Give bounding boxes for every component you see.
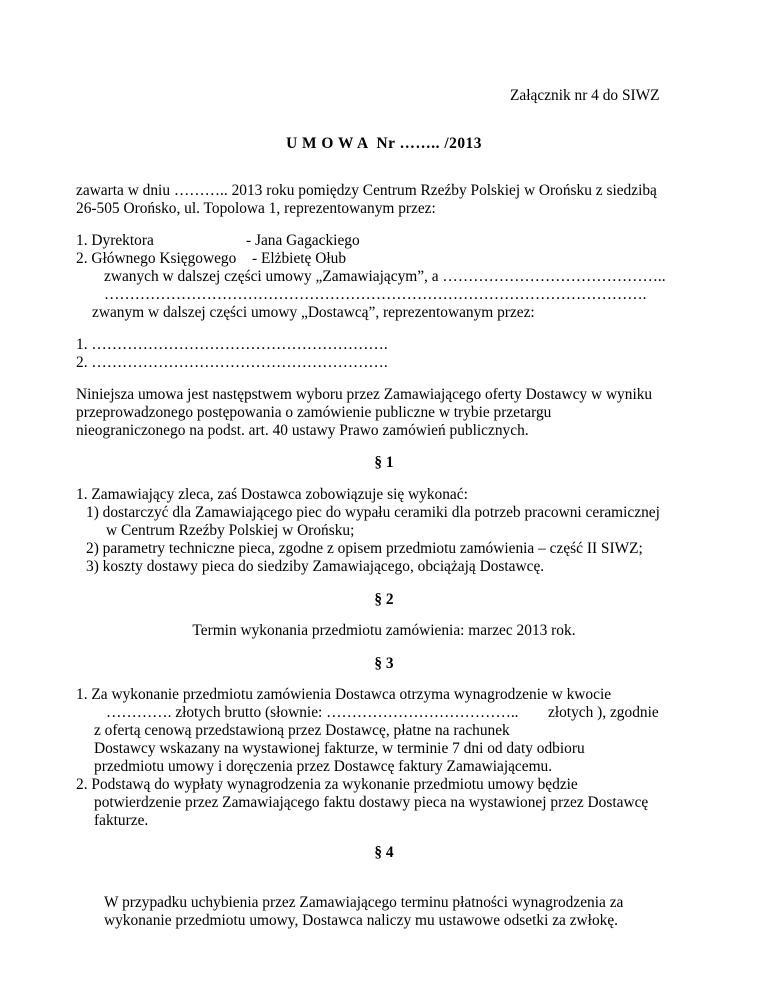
representative-1-role: 1. Dyrektora	[76, 232, 154, 249]
section-3-heading: § 3	[374, 655, 394, 672]
section-2-heading: § 2	[374, 591, 394, 608]
section-1-line-2: 1) dostarczyć dla Zamawiającego piec do wypału ceramiki dla potrzeb pracowni ceramicznej	[86, 504, 660, 521]
section-1-line-3: w Centrum Rzeźby Polskiej w Orońsku;	[106, 522, 355, 539]
representative-2-name: - Elżbietę Ołub	[252, 250, 347, 267]
intro-line-1: zawarta w dniu ……….. 2013 roku pomiędzy Centrum Rzeźby Polskiej w Orońsku z siedzibą	[76, 182, 657, 199]
section-4-line-1: W przypadku uchybienia przez Zamawiającego terminu płatności wynagrodzenia za	[104, 894, 624, 911]
section-3-line-6: 2. Podstawą do wypłaty wynagrodzenia za wykonanie przedmiotu umowy będzie	[76, 776, 578, 793]
ordering-party-definition: zwanych w dalszej części umowy „Zamawiającym”, a ……………………………………..	[104, 268, 666, 285]
section-3-line-3: z ofertą cenową przedstawioną przez Dostawcę, płatne na rachunek	[94, 722, 510, 739]
section-3-line-2a: …………. złotych brutto (słownie: ………………………………..	[106, 704, 519, 721]
representative-1-name: - Jana Gagackiego	[246, 232, 360, 249]
section-3-line-5: przedmiotu umowy i doręczenia przez Dostawcę faktury Zamawiającemu.	[94, 758, 553, 775]
representative-2-role: 2. Głównego Księgowego	[76, 250, 237, 267]
intro-line-2: 26-505 Orońsko, ul. Topolowa 1, reprezentowanym przez:	[76, 200, 436, 217]
section-3-line-7: potwierdzenie przez Zamawiającego faktu dostawy pieca na wystawionej przez Dostawcę	[94, 794, 649, 811]
section-3-line-1: 1. Za wykonanie przedmiotu zamówienia Dostawca otrzyma wynagrodzenie w kwocie	[76, 686, 612, 703]
section-3-line-4: Dostawcy wskazany na wystawionej fakturze, w terminie 7 dni od daty odbioru	[94, 740, 585, 757]
section-1-line-1: 1. Zamawiający zleca, zaś Dostawca zobowiązuje się wykonać:	[76, 486, 468, 503]
section-3-line-8: fakturze.	[94, 812, 149, 829]
section-4-heading: § 4	[374, 844, 394, 861]
basis-line-3: nieograniczonego na podst. art. 40 ustawy Prawo zamówień publicznych.	[76, 422, 529, 439]
section-1-line-4: 2) parametry techniczne pieca, zgodne z opisem przedmiotu zamówienia – część II SIWZ;	[86, 540, 643, 557]
basis-line-2: przeprowadzonego postępowania o zamówienie publiczne w trybie przetargu	[76, 404, 552, 421]
basis-line-1: Niniejsza umowa jest następstwem wyboru przez Zamawiającego oferty Dostawcy w wyniku	[76, 386, 653, 403]
supplier-definition: zwanym w dalszej części umowy „Dostawcą”, reprezentowanym przez:	[92, 304, 535, 321]
supplier-rep-2: 2. ………………………………………………….	[76, 354, 388, 371]
section-4-line-2: wykonanie przedmiotu umowy, Dostawca naliczy mu ustawowe odsetki za zwłokę.	[104, 912, 619, 929]
section-2-line-1: Termin wykonania przedmiotu zamówienia: marzec 2013 rok.	[192, 622, 576, 639]
supplier-rep-1: 1. ………………………………………………….	[76, 336, 388, 353]
contractor-blank-line: …………………………………………………………………………………………….	[104, 286, 647, 303]
section-3-line-2b: złotych ), zgodnie	[548, 704, 659, 721]
section-1-line-5: 3) koszty dostawy pieca do siedziby Zamawiającego, obciążają Dostawcę.	[86, 558, 545, 575]
annex-label: Załącznik nr 4 do SIWZ	[510, 87, 660, 104]
contract-title: U M O W A Nr …….. /2013	[286, 135, 482, 152]
section-1-heading: § 1	[374, 454, 394, 471]
